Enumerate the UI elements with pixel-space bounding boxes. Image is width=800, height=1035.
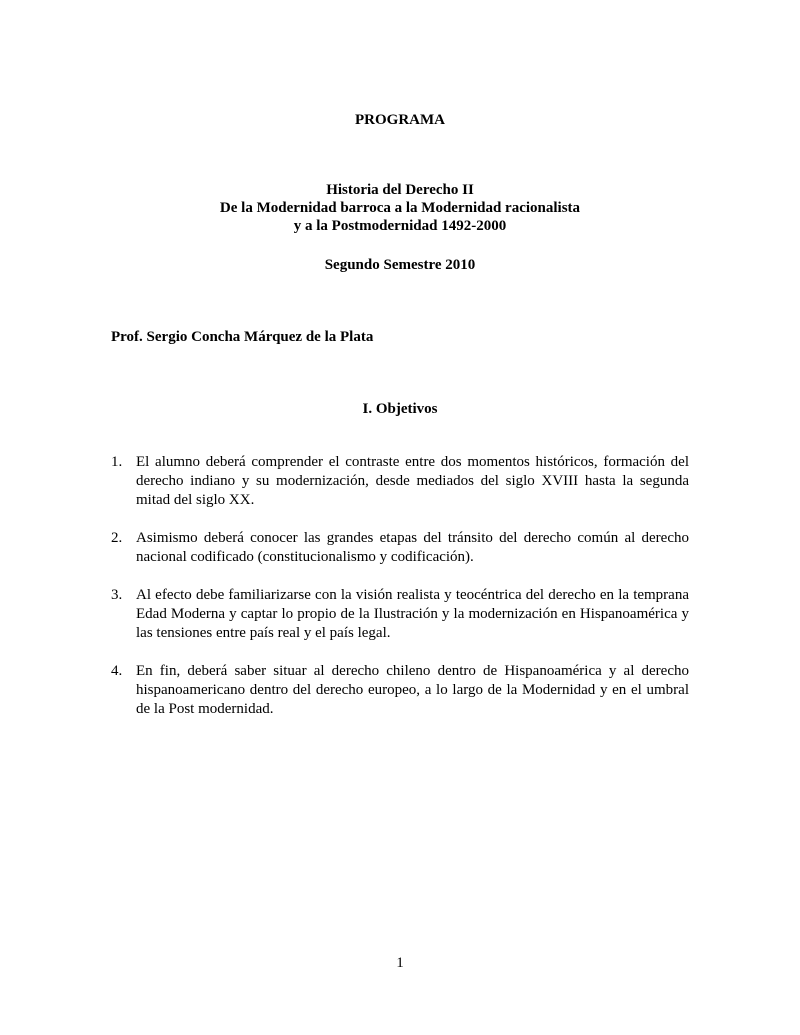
objective-text: Al efecto debe familiarizarse con la visión realista y teocéntrica del derecho en la temprana Edad Moderna y captar lo propio de la Ilustración y la modernización en Hispanoamérica y las tensiones entre país real y el país legal.	[136, 587, 689, 641]
course-subtitle-line-2: y a la Postmodernidad 1492-2000	[293, 218, 507, 234]
objectives-list	[111, 453, 689, 738]
page-number: 1	[396, 955, 404, 971]
objective-number: 2.	[111, 530, 123, 546]
objective-item	[111, 453, 689, 510]
objective-text: Asimismo deberá conocer las grandes etapas del tránsito del derecho común al derecho nacional codificado (constitucionalismo y codificación).	[136, 530, 689, 565]
objective-text: En fin, deberá saber situar al derecho chileno dentro de Hispanoamérica y al derecho hispanoamericano dentro del derecho europeo, a lo largo de la Modernidad y en el umbral de la Post modernidad.	[136, 663, 689, 717]
objective-number: 4.	[111, 663, 123, 679]
program-title: PROGRAMA	[355, 112, 445, 128]
objective-text: El alumno deberá comprender el contraste entre dos momentos históricos, formación del derecho indiano y su modernización, desde mediados del siglo XVIII hasta la segunda mitad del siglo XX.	[136, 454, 689, 508]
course-title: Historia del Derecho II	[326, 182, 474, 198]
course-subtitle-line-1: De la Modernidad barroca a la Modernidad racionalista	[219, 200, 581, 216]
objective-item	[111, 586, 689, 643]
objective-number: 1.	[111, 454, 123, 470]
professor-name: Prof. Sergio Concha Márquez de la Plata	[111, 329, 374, 345]
objective-item	[111, 662, 689, 719]
course-title-block	[0, 181, 800, 235]
semester-label: Segundo Semestre 2010	[324, 257, 476, 273]
objective-item	[111, 529, 689, 567]
section-heading: I. Objetivos	[362, 401, 438, 417]
objective-number: 3.	[111, 587, 123, 603]
